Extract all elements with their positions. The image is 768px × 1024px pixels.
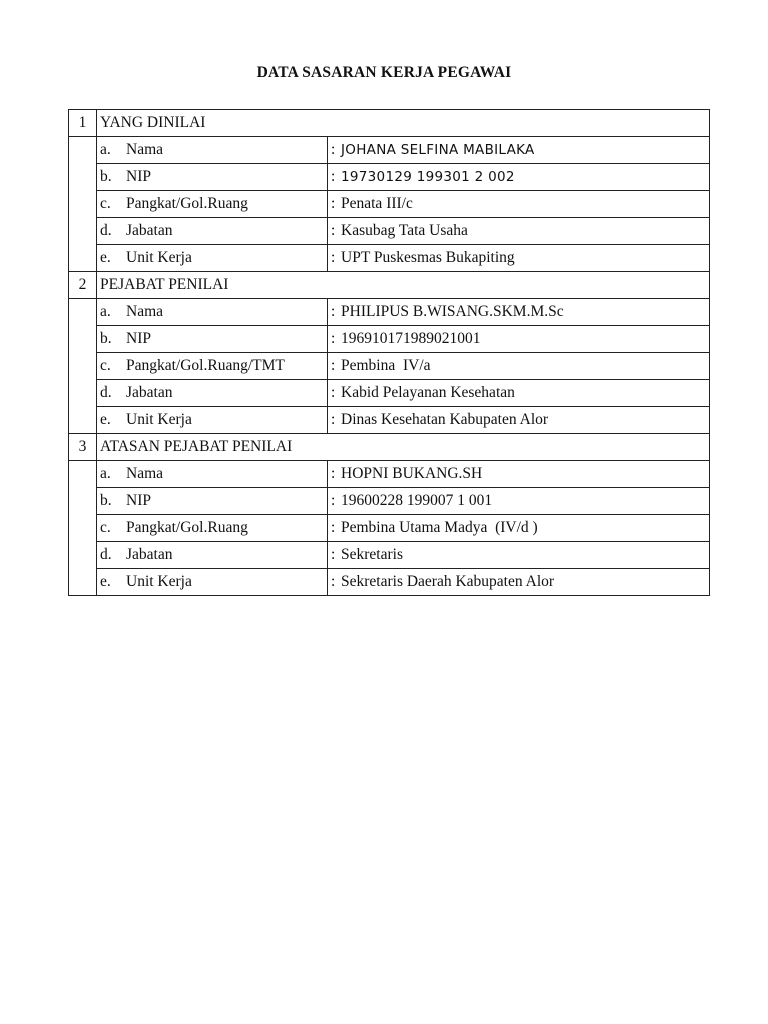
table-row xyxy=(69,569,710,596)
field-value-cell xyxy=(328,488,710,515)
field-value-cell xyxy=(328,245,710,272)
item-letter: b. xyxy=(100,330,112,347)
field-label: Jabatan xyxy=(126,222,173,239)
section-heading: PEJABAT PENILAI xyxy=(97,272,710,299)
field-label: Pangkat/Gol.Ruang/TMT xyxy=(126,357,285,374)
field-label: NIP xyxy=(126,330,151,347)
section-number-spacer xyxy=(69,299,97,434)
field-label-cell xyxy=(97,488,328,515)
colon-separator: : xyxy=(331,357,336,374)
field-value-cell xyxy=(328,299,710,326)
field-value-cell xyxy=(328,191,710,218)
field-value-cell xyxy=(328,164,710,191)
field-value: Kasubag Tata Usaha xyxy=(341,222,468,239)
field-label-cell xyxy=(97,461,328,488)
section-number: 1 xyxy=(69,110,97,137)
field-label: Nama xyxy=(126,465,164,482)
field-label-cell xyxy=(97,515,328,542)
table-row xyxy=(69,461,710,488)
colon-separator: : xyxy=(331,546,336,563)
colon-separator: : xyxy=(331,303,336,320)
table-row xyxy=(69,191,710,218)
field-label: Jabatan xyxy=(126,546,173,563)
field-label-cell xyxy=(97,569,328,596)
field-value: Dinas Kesehatan Kabupaten Alor xyxy=(341,411,549,428)
item-letter: b. xyxy=(100,492,112,509)
colon-separator: : xyxy=(331,573,336,590)
field-label-cell xyxy=(97,299,328,326)
field-label: Pangkat/Gol.Ruang xyxy=(126,195,248,212)
table-row xyxy=(69,245,710,272)
table-row xyxy=(69,218,710,245)
field-value: 19600228 199007 1 001 xyxy=(341,492,493,509)
field-label-cell xyxy=(97,245,328,272)
field-label: Nama xyxy=(126,141,164,158)
section-header-row xyxy=(69,434,710,461)
field-label: NIP xyxy=(126,492,151,509)
field-label-cell xyxy=(97,542,328,569)
employee-data-table xyxy=(68,109,710,596)
field-value: HOPNI BUKANG.SH xyxy=(341,465,483,482)
field-value-cell xyxy=(328,461,710,488)
field-label-cell xyxy=(97,326,328,353)
field-value-cell xyxy=(328,542,710,569)
field-value: 196910171989021001 xyxy=(341,330,481,347)
item-letter: e. xyxy=(100,411,111,428)
field-label: NIP xyxy=(126,168,151,185)
field-value-cell xyxy=(328,353,710,380)
field-label: Jabatan xyxy=(126,384,173,401)
item-letter: a. xyxy=(100,141,111,158)
field-value-cell xyxy=(328,569,710,596)
colon-separator: : xyxy=(331,141,336,158)
field-value-cell xyxy=(328,380,710,407)
field-value: 19730129 199301 2 002 xyxy=(341,169,515,185)
field-value: Pembina IV/a xyxy=(341,357,431,374)
document-title: DATA SASARAN KERJA PEGAWAI xyxy=(256,64,512,81)
field-value-cell xyxy=(328,407,710,434)
table-row xyxy=(69,488,710,515)
section-number-spacer xyxy=(69,461,97,596)
colon-separator: : xyxy=(331,249,336,266)
section-number-spacer xyxy=(69,137,97,272)
table-row xyxy=(69,542,710,569)
field-value-cell xyxy=(328,137,710,164)
table-row xyxy=(69,407,710,434)
field-value: Sekretaris xyxy=(341,546,403,563)
table-row xyxy=(69,353,710,380)
section-header-row xyxy=(69,272,710,299)
colon-separator: : xyxy=(331,195,336,212)
field-label-cell xyxy=(97,353,328,380)
table-row xyxy=(69,137,710,164)
colon-separator: : xyxy=(331,384,336,401)
field-label: Nama xyxy=(126,303,164,320)
item-letter: e. xyxy=(100,249,111,266)
field-value: Penata III/c xyxy=(341,195,413,212)
item-letter: d. xyxy=(100,222,112,239)
field-label-cell xyxy=(97,137,328,164)
field-value: Kabid Pelayanan Kesehatan xyxy=(341,384,515,401)
item-letter: d. xyxy=(100,546,112,563)
field-value: UPT Puskesmas Bukapiting xyxy=(341,249,515,266)
field-value-cell xyxy=(328,326,710,353)
field-value: PHILIPUS B.WISANG.SKM.M.Sc xyxy=(341,303,564,320)
field-label: Pangkat/Gol.Ruang xyxy=(126,519,248,536)
table-row xyxy=(69,380,710,407)
section-number: 2 xyxy=(69,272,97,299)
item-letter: e. xyxy=(100,573,111,590)
item-letter: c. xyxy=(100,357,111,374)
field-value-cell xyxy=(328,218,710,245)
colon-separator: : xyxy=(331,519,336,536)
field-label-cell xyxy=(97,407,328,434)
field-label: Unit Kerja xyxy=(126,573,192,590)
colon-separator: : xyxy=(331,411,336,428)
field-label-cell xyxy=(97,380,328,407)
section-header-row xyxy=(69,110,710,137)
colon-separator: : xyxy=(331,168,336,185)
table-row xyxy=(69,164,710,191)
table-row xyxy=(69,326,710,353)
item-letter: c. xyxy=(100,195,111,212)
colon-separator: : xyxy=(331,222,336,239)
table-row xyxy=(69,299,710,326)
field-value-cell xyxy=(328,515,710,542)
colon-separator: : xyxy=(331,465,336,482)
field-value: Sekretaris Daerah Kabupaten Alor xyxy=(341,573,555,590)
field-label: Unit Kerja xyxy=(126,249,192,266)
colon-separator: : xyxy=(331,330,336,347)
field-label-cell xyxy=(97,164,328,191)
item-letter: c. xyxy=(100,519,111,536)
field-value: Pembina Utama Madya (IV/d ) xyxy=(341,519,538,536)
field-label-cell xyxy=(97,191,328,218)
item-letter: d. xyxy=(100,384,112,401)
section-heading: ATASAN PEJABAT PENILAI xyxy=(97,434,710,461)
item-letter: b. xyxy=(100,168,112,185)
table-row xyxy=(69,515,710,542)
field-label-cell xyxy=(97,218,328,245)
section-number: 3 xyxy=(69,434,97,461)
item-letter: a. xyxy=(100,303,111,320)
field-value: JOHANA SELFINA MABILAKA xyxy=(341,142,535,158)
colon-separator: : xyxy=(331,492,336,509)
item-letter: a. xyxy=(100,465,111,482)
field-label: Unit Kerja xyxy=(126,411,192,428)
section-heading: YANG DINILAI xyxy=(97,110,710,137)
